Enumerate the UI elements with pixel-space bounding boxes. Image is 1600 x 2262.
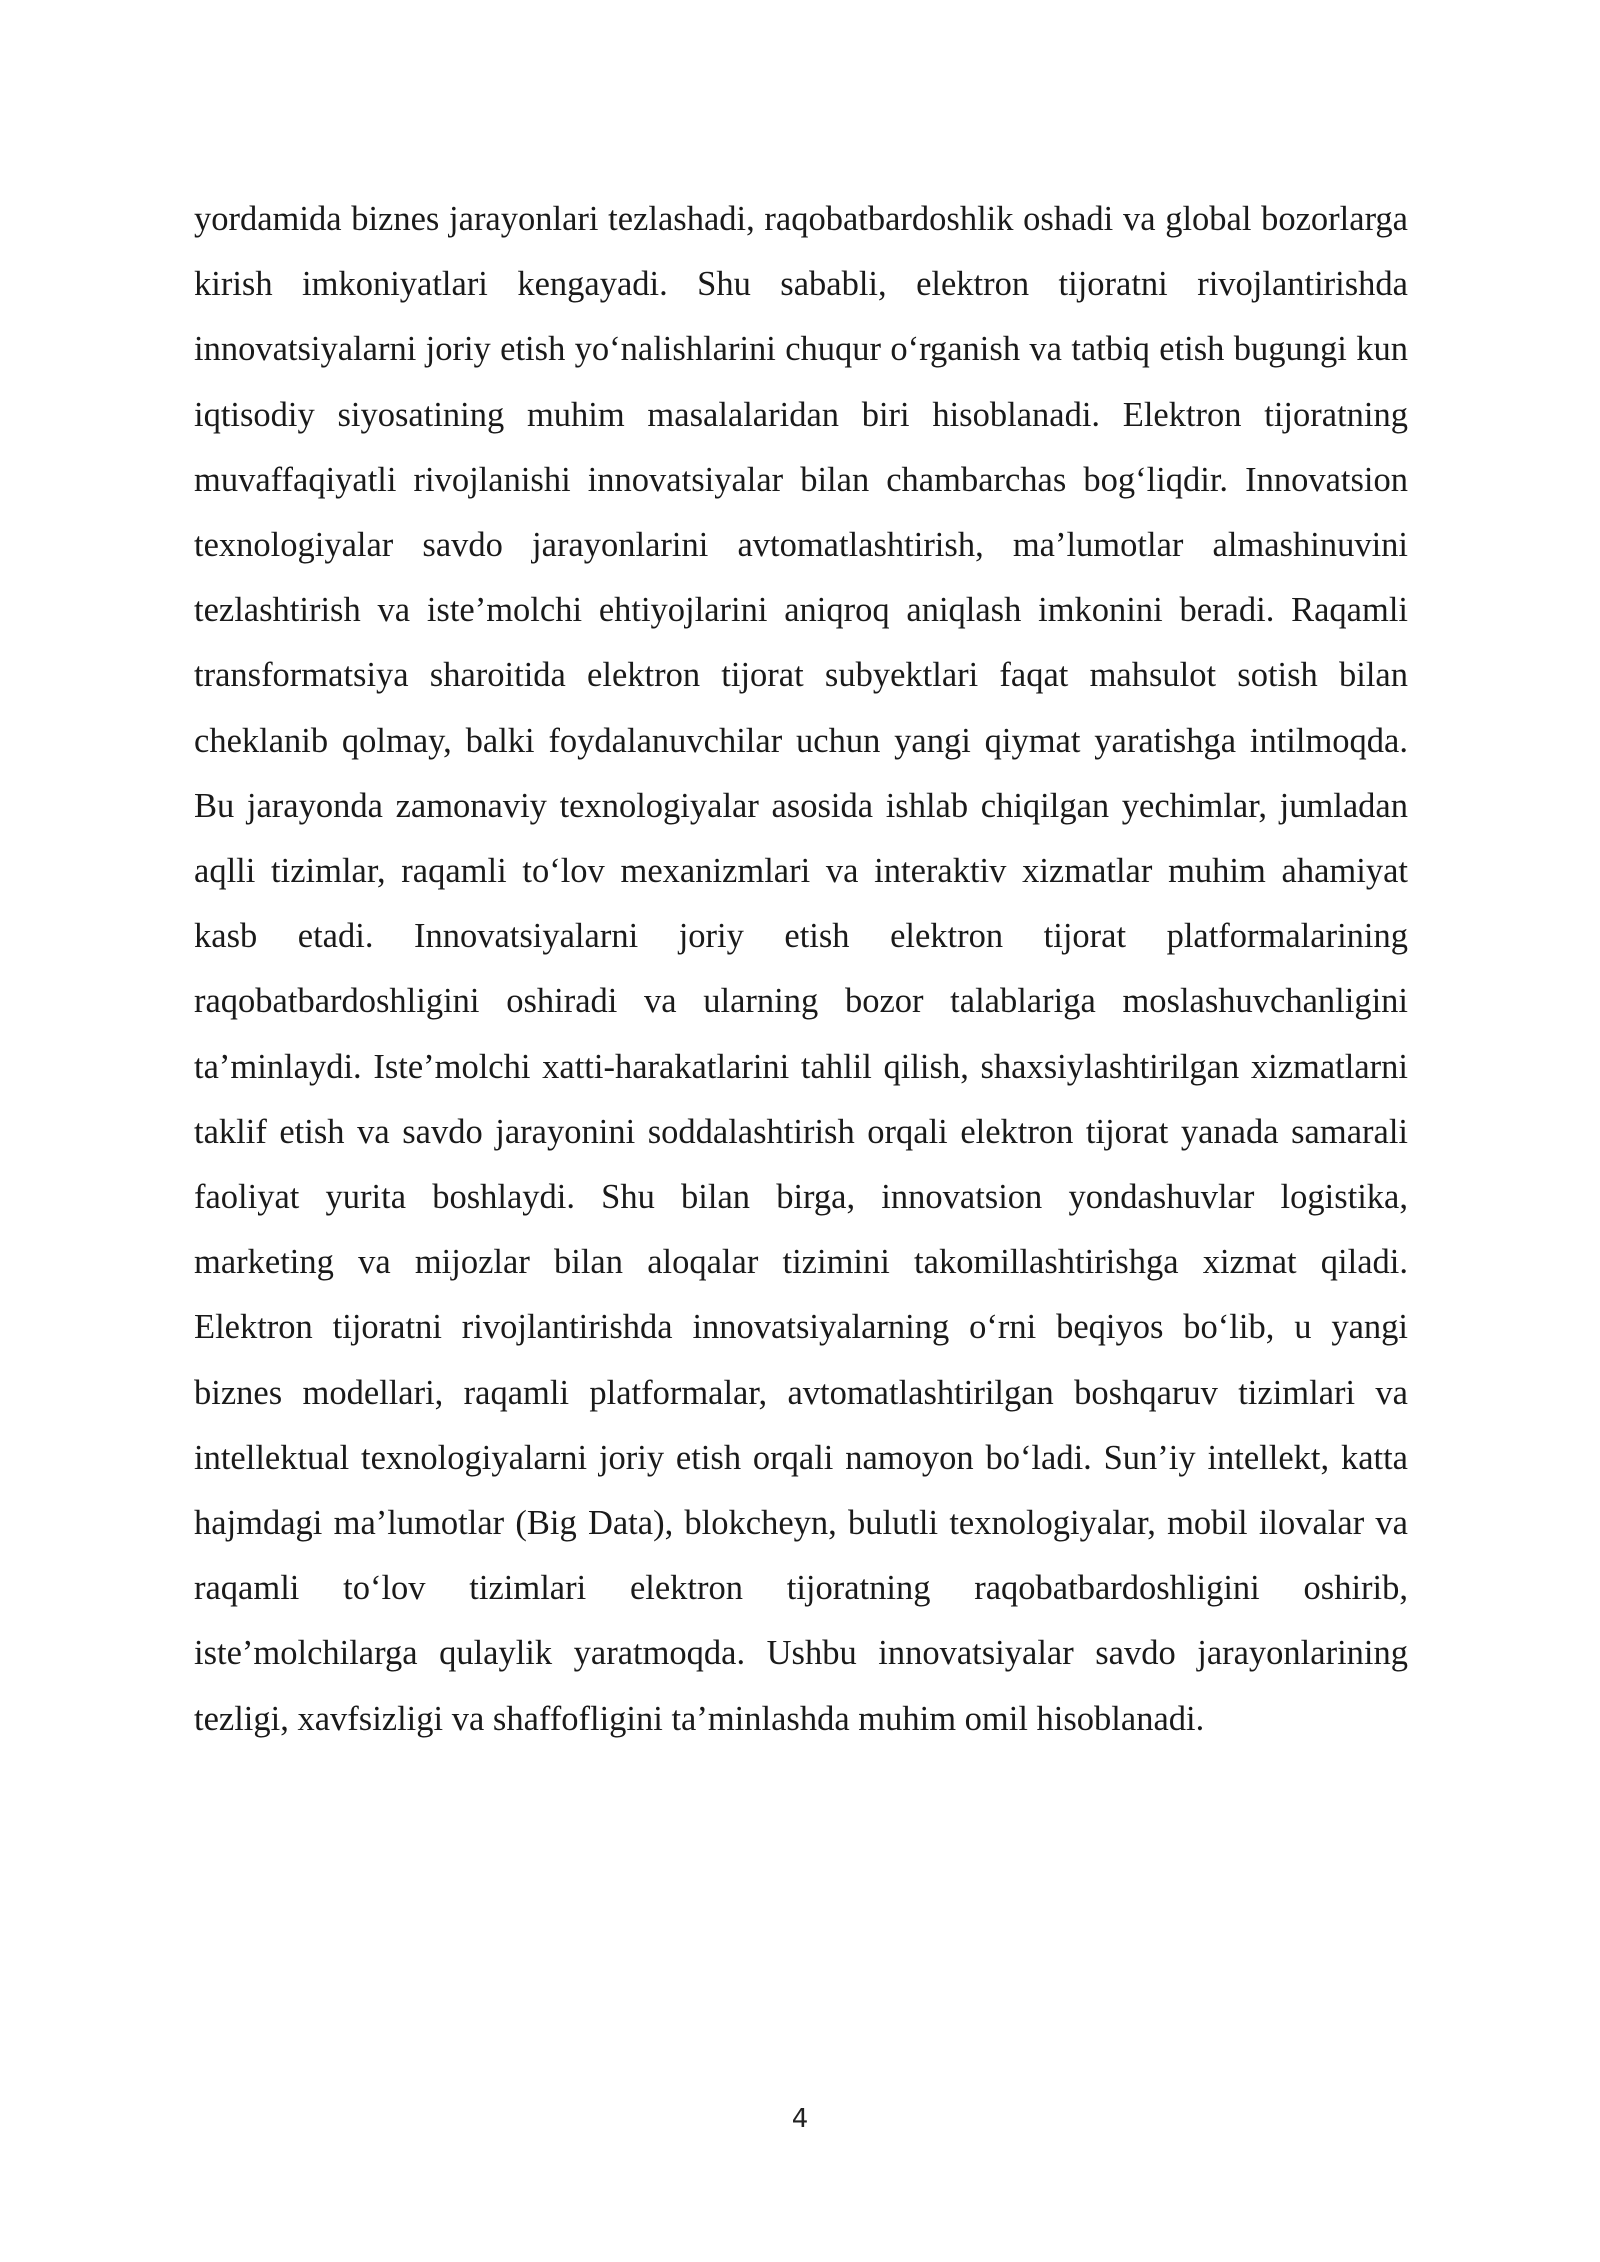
body-paragraph: yordamida biznes jarayonlari tezlashadi, raqobatbardoshlik oshadi va global bozorlarga kirish imkoniyatlari kengayadi. Shu sababli, elektron tijoratni rivojlantirishda innovatsiyalarni joriy etish yo‘nalishlarini chuqur o‘rganish va tatbiq etish bugungi kun iqtisodiy siyosatining muhim masalalaridan biri hisoblanadi. Elektron tijoratning muvaffaqiyatli rivojlanishi innovatsiyalar bilan chambarchas bog‘liqdir. Innovatsion texnologiyalar savdo jarayonlarini avtomatlashtirish, ma’lumotlar almashinuvini tezlashtirish va iste’molchi ehtiyojlarini aniqroq aniqlash imkonini beradi. Raqamli transformatsiya sharoitida elektron tijorat subyektlari faqat mahsulot sotish bilan cheklanib qolmay, balki foydalanuvchilar uchun yangi qiymat yaratishga intilmoqda. Bu jarayonda zamonaviy texnologiyalar asosida ishlab chiqilgan yechimlar, jumladan aqlli tizimlar, raqamli to‘lov mexanizmlari va interaktiv xizmatlar muhim ahamiyat kasb etadi. Innovatsiyalarni joriy etish elektron tijorat platformalarining raqobatbardoshligini oshiradi va ularning bozor talablariga moslashuvchanligini ta’minlaydi. Iste’molchi xatti-harakatlarini tahlil qilish, shaxsiylashtirilgan xizmatlarni taklif etish va savdo jarayonini soddalashtirish orqali elektron tijorat yanada samarali faoliyat yurita boshlaydi. Shu bilan birga, innovatsion yondashuvlar logistika, marketing va mijozlar bilan aloqalar tizimini takomillashtirishga xizmat qiladi. Elektron tijoratni rivojlantirishda innovatsiyalarning o‘rni beqiyos bo‘lib, u yangi biznes modellari, raqamli platformalar, avtomatlashtirilgan boshqaruv tizimlari va intellektual texnologiyalarni joriy etish orqali namoyon bo‘ladi. Sun’iy intellekt, katta hajmdagi ma’lumotlar (Big Data), blokcheyn, bulutli texnologiyalar, mobil ilovalar va raqamli to‘lov tizimlari elektron tijoratning raqobatbardoshligini oshirib, iste’molchilarga qulaylik yaratmoqda. Ushbu innovatsiyalar savdo jarayonlarining tezligi, xavfsizligi va shaffofligini ta’minlashda muhim omil hisoblanadi. (194, 200, 1408, 1738)
page-number: 4 (791, 2104, 809, 2134)
